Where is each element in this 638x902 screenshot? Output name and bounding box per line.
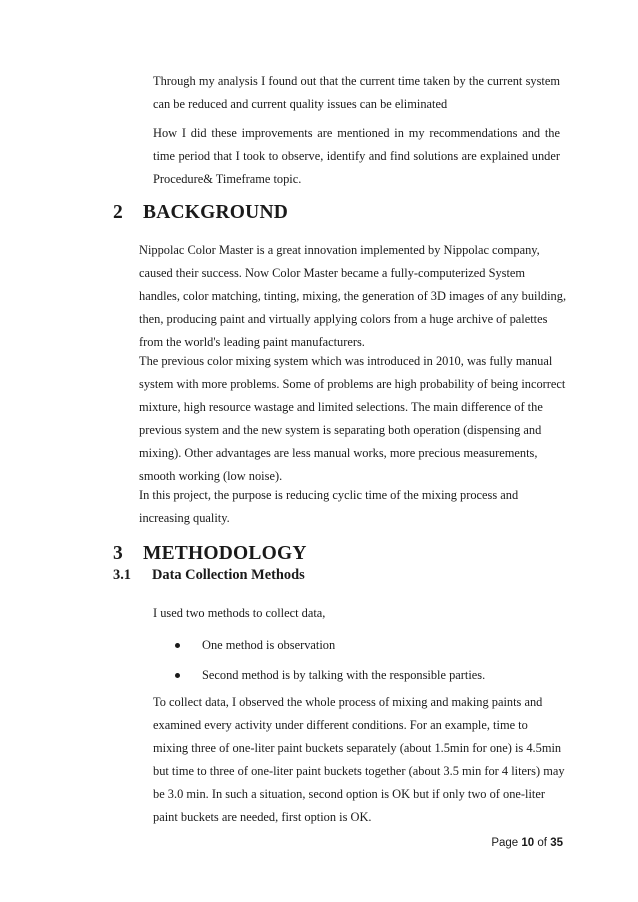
methodology-lead-text: I used two methods to collect data, <box>153 606 326 620</box>
section-title: BACKGROUND <box>143 202 289 223</box>
intro-paragraph-1: Through my analysis I found out that the current time taken by the current system can be reduced and current quality issues can be eliminated <box>153 74 560 111</box>
list-item <box>175 664 565 687</box>
section-heading-methodology <box>113 542 307 566</box>
data-collection-method-list <box>175 634 565 694</box>
methodology-paragraph-1: To collect data, I observed the whole process of mixing and making paints and examined every activity under different conditions. For an example, time to mixing three of one-liter paint buckets separately (about 1.5min for one) is 4.5min but time to three of one-liter paint buckets together (about 3.5 min for 4 liters) may be 3.0 min. In such a situation, second option is OK but if only two of one-liter paint buckets are needed, first option is OK. <box>153 695 565 824</box>
section-number: 2 <box>113 202 123 223</box>
subsection-heading-data-collection <box>113 565 305 585</box>
background-paragraph-1: Nippolac Color Master is a great innovation implemented by Nippolac company, caused their success. Now Color Master became a fully-computerized System handles, color matching, tinting, mixing, the generation of 3D images of any building, then, producing paint and virtually applying colors from a huge archive of palettes from the world's leading paint manufacturers. <box>139 243 567 349</box>
intro-paragraph-2: How I did these improvements are mentioned in my recommendations and the time period that I took to observe, identify and find solutions are explained under Procedure& Timeframe topic. <box>153 126 560 186</box>
list-item <box>175 634 565 657</box>
page-label: Page <box>491 837 519 849</box>
subsection-number: 3.1 <box>113 567 131 583</box>
section-title: METHODOLOGY <box>143 543 307 564</box>
section-number: 3 <box>113 543 123 564</box>
background-paragraph-3: In this project, the purpose is reducing cyclic time of the mixing process and increasing quality. <box>139 488 519 525</box>
bullet-icon <box>175 673 180 678</box>
total-pages: 35 <box>550 837 563 849</box>
page-footer <box>491 837 563 849</box>
section-heading-background <box>113 201 288 225</box>
list-item-text: Second method is by talking with the responsible parties. <box>202 668 486 682</box>
background-paragraph-2: The previous color mixing system which was introduced in 2010, was fully manual system with more problems. Some of problems are high probability of being incorrect mixture, high resource wastage and limited selections. The main difference of the previous system and the new system is separating both operation (dispensing and mixing). Other advantages are less manual works, more precious measurements, smooth working (low noise). <box>139 354 566 483</box>
subsection-title: Data Collection Methods <box>152 567 305 583</box>
bullet-icon <box>175 643 180 648</box>
list-item-text: One method is observation <box>202 638 336 652</box>
of-label: of <box>537 837 547 849</box>
page-number: 10 <box>521 837 535 849</box>
